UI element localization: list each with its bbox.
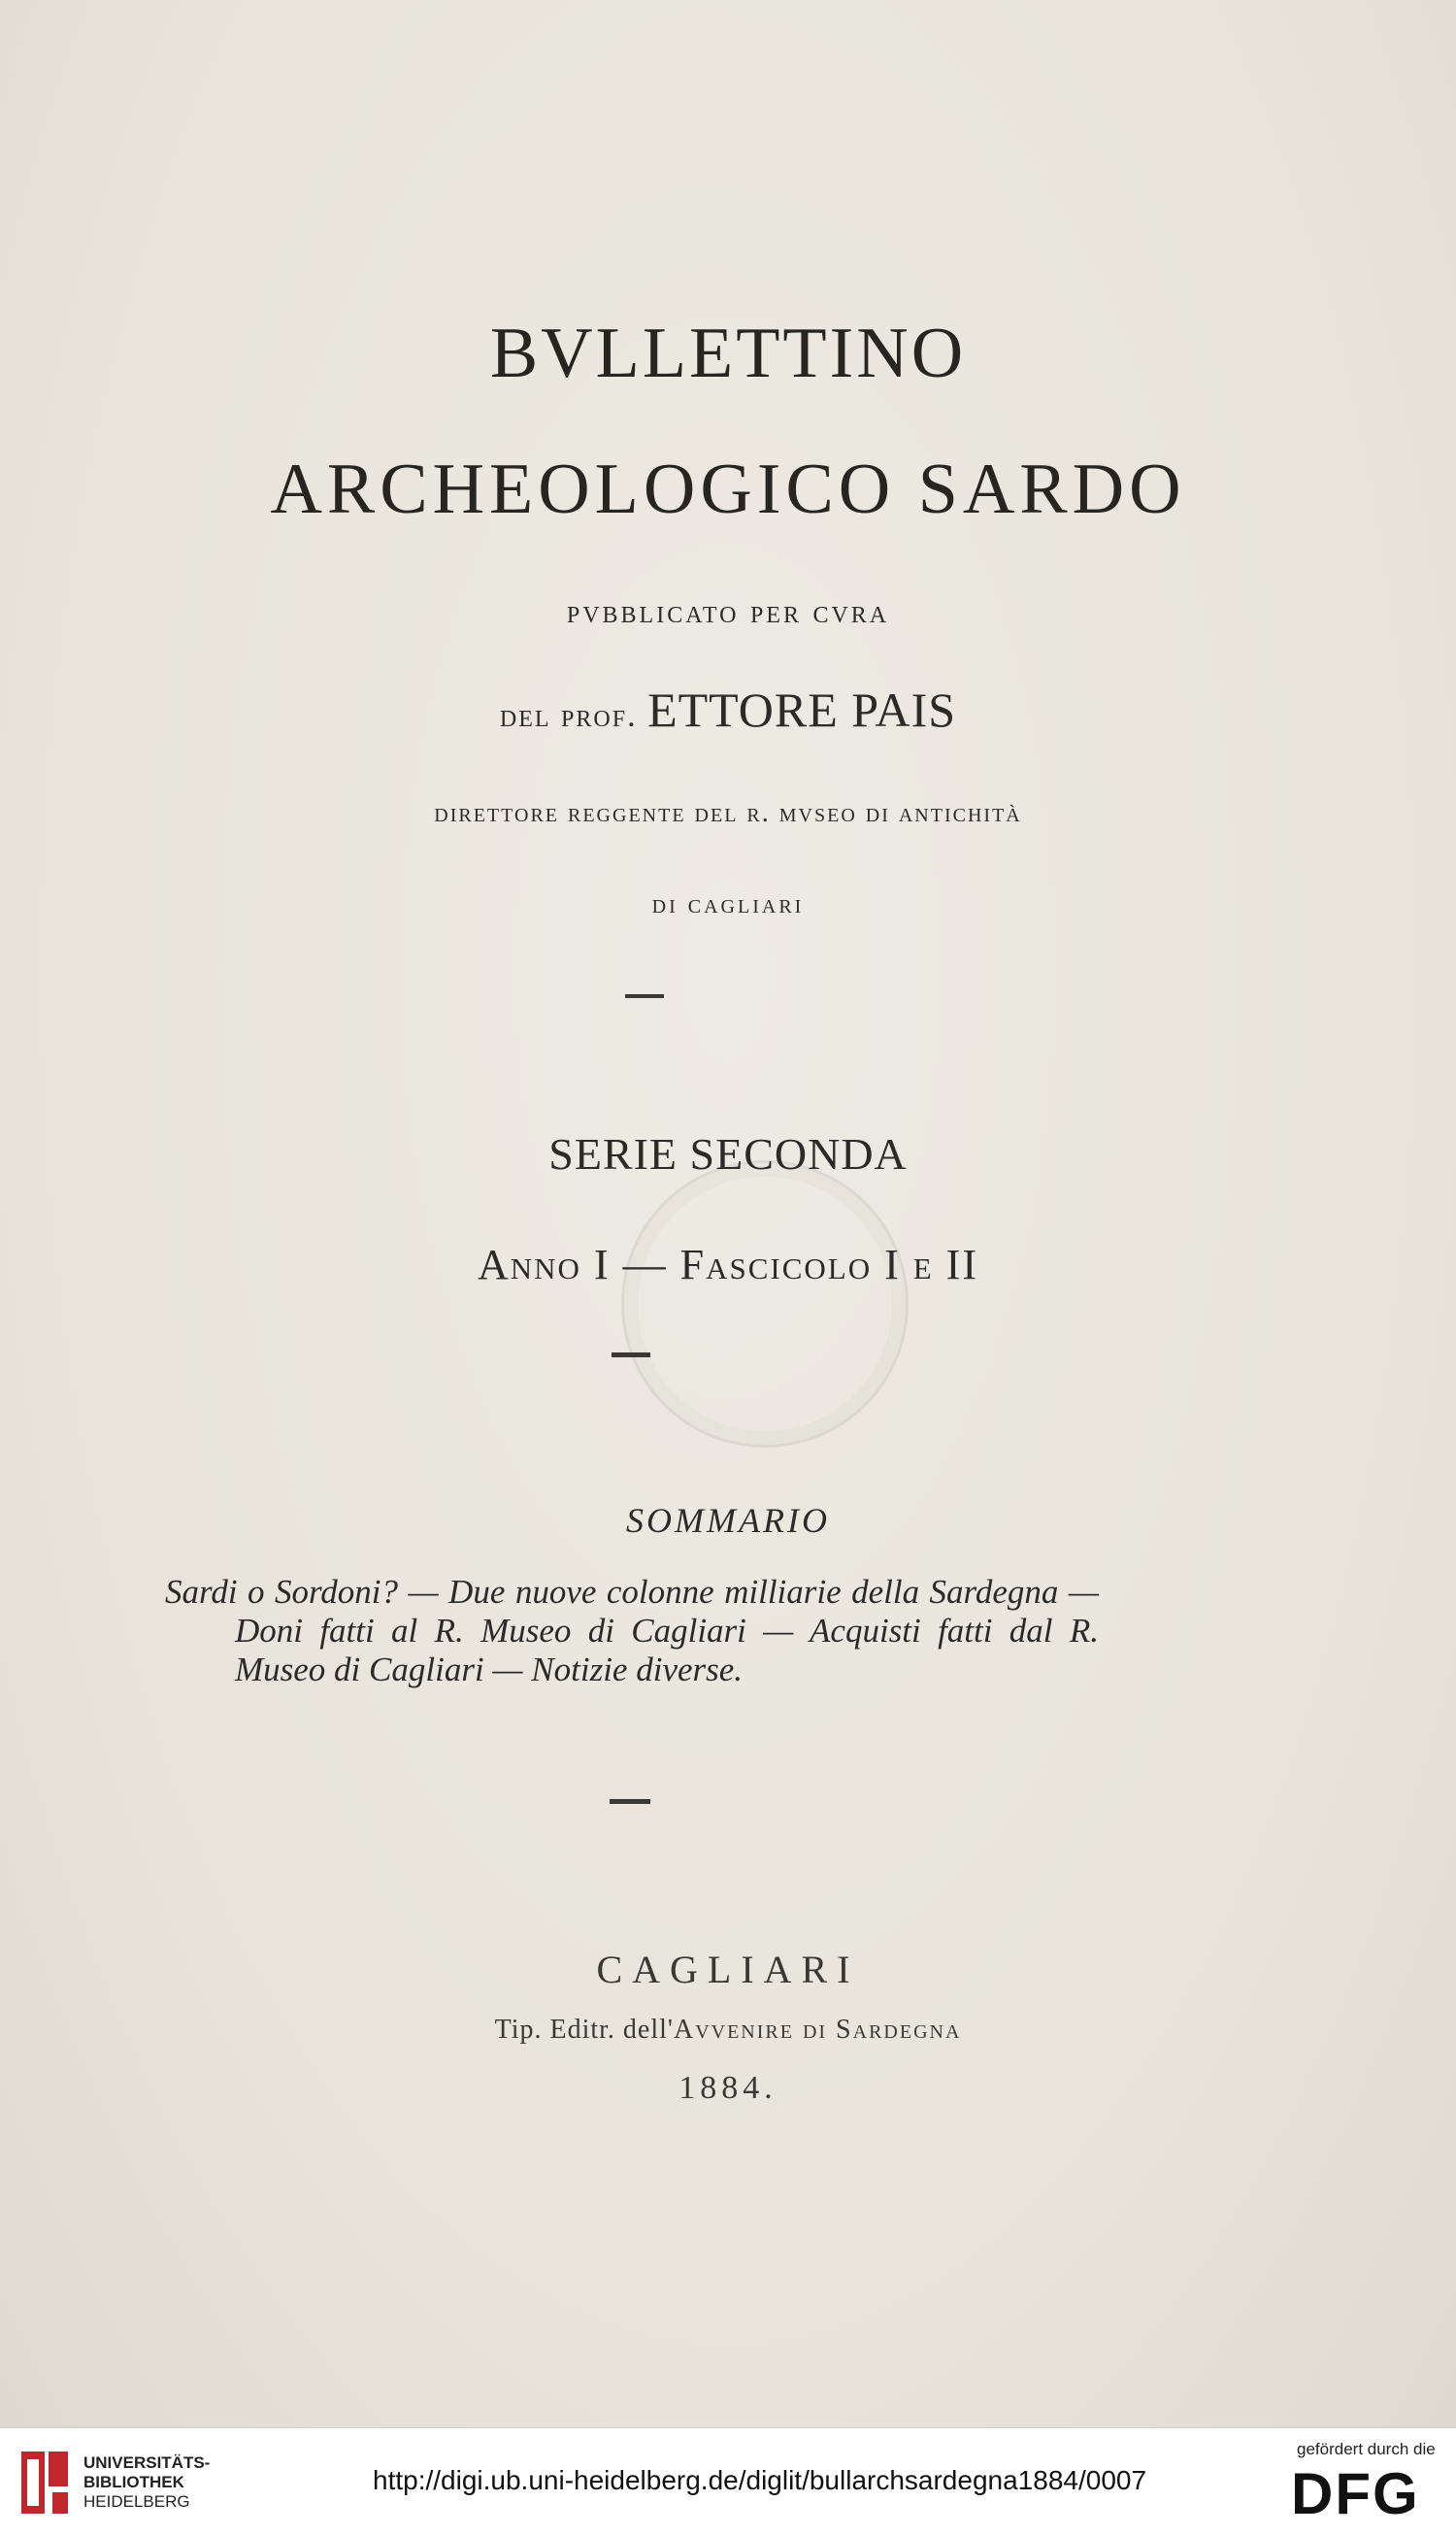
summary-heading: SOMMARIO	[626, 1501, 830, 1540]
editor-name: ETTORE PAIS	[647, 683, 957, 737]
title-line-1: BVLLETTINO	[489, 314, 967, 393]
anno-number: I	[593, 1241, 611, 1288]
faint-library-stamp	[621, 1160, 909, 1448]
publication-year: 1884.	[678, 2070, 778, 2106]
anno-word: Anno	[478, 1241, 581, 1288]
printer-name: Avvenire di Sardegna	[673, 2015, 962, 2045]
del-prof-text: del prof.	[499, 698, 638, 734]
editor-city-line: di cagliari	[651, 889, 805, 919]
issue-line	[0, 1240, 1456, 1289]
printer-line	[0, 2015, 1456, 2046]
viewer-footer	[0, 2427, 1456, 2535]
fascicolo-word: Fascicolo	[679, 1241, 873, 1288]
permalink-url[interactable]: http://digi.ub.uni-heidelberg.de/diglit/bullarchsardegna1884/0007	[373, 2465, 1147, 2495]
issue-dash: —	[622, 1241, 668, 1288]
editor-role-line: direttore reggente del r. mvseo di antichità	[434, 798, 1022, 828]
title-line-2: ARCHEOLOGICO SARDO	[270, 450, 1186, 529]
summary-text: Sardi o Sordoni? — Due nuove colonne milliarie della Sardegna — Doni fatti al R. Museo di Cagliari — Acquisti fatti dal R. Museo di Cagliari — Notizie diverse.	[165, 1573, 1099, 1688]
library-name	[83, 2453, 210, 2512]
dfg-logo: DFG	[1291, 2461, 1420, 2526]
divider-rule-2	[612, 1352, 650, 1357]
library-name-line-3: HEIDELBERG	[83, 2492, 190, 2511]
funded-by-label: gefördert durch die	[1297, 2440, 1436, 2458]
publisher-city: CAGLIARI	[596, 1948, 860, 1991]
editor-line	[0, 682, 1456, 738]
divider-rule-1	[625, 994, 664, 998]
library-name-line-1: UNIVERSITÄTS-	[83, 2453, 211, 2472]
series-title: SERIE SECONDA	[548, 1129, 908, 1179]
published-by-line: pvbblicato per cvra	[566, 594, 890, 630]
university-library-logo-icon	[16, 2448, 74, 2518]
library-name-line-2: BIBLIOTHEK	[83, 2473, 184, 2491]
divider-rule-3	[610, 1799, 650, 1804]
printer-prefix: Tip. Editr. dell'	[494, 2015, 674, 2045]
fascicolo-number: I e II	[884, 1241, 978, 1288]
